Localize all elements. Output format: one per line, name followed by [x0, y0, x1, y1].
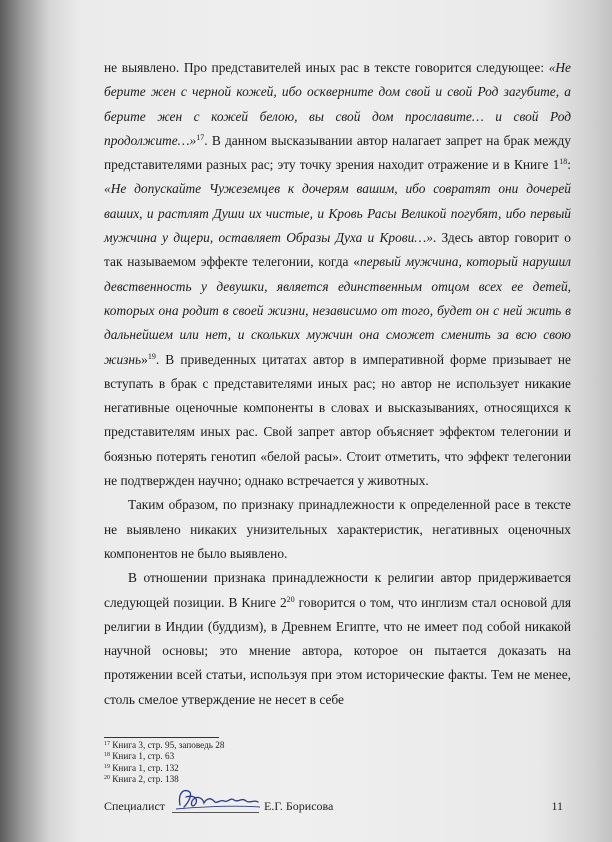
- footnotes: [104, 740, 224, 785]
- footnote-number: 19: [104, 763, 110, 770]
- text-run: . В данном высказывании автор налагает запрет на брак между представителями разных рас; эту точку зрения находит отражение и в Книге 1: [104, 132, 571, 173]
- footnote-text: Книга 2, стр. 138: [112, 773, 179, 784]
- footnote: [104, 763, 224, 774]
- text-run: Таким образом, по признаку принадлежности к определенной расе в тексте не выявлено никаких унизительных характеристик, негативных оценочных компонентов не было выявлено.: [104, 497, 571, 561]
- page-number: 11: [551, 799, 563, 813]
- quotation: «Не берите жен с черной кожей, ибо оскверните дом свой и свой Род загубите, а берите жен с кожей белою, вы свой дом прославите… и свой Род продолжите…»: [104, 60, 571, 148]
- footnote-number: 17: [104, 741, 110, 747]
- text-run: . В приведенных цитатах автор в императивной форме призывает не вступать в брак с представителями иных рас; но автор не использует никакие негативные оценочные компоненты в словах и высказываниях, относящихся к представителям иных рас. Свой запрет автор объясняет эффектом телегонии и боязнью потерять генотип «белой расы». Стоит отметить, что эффект телегонии не подтвержден научно; однако встречается у животных.: [104, 351, 571, 489]
- footnote-ref: 19: [147, 351, 156, 361]
- text-run: »: [141, 351, 148, 367]
- footnote-ref: 18: [559, 157, 568, 167]
- quotation: первый мужчина, который нарушил девственность у девушки, является единственным отцом всех ее детей, которых она родит в своей жизни, независимо от того, будет он с ней жить в дальнейшем или нет, и скольких мужчин она сможет сменить за всю свою жизнь: [104, 254, 572, 367]
- footnote-ref: 20: [286, 594, 295, 604]
- footnote-separator: [104, 737, 219, 738]
- signature-line: [172, 812, 259, 813]
- body-text: [104, 56, 571, 712]
- text-run: :: [567, 157, 571, 173]
- footnote-number: 20: [104, 774, 110, 781]
- specialist-name: Е.Г. Борисова: [264, 799, 334, 813]
- text-run: не выявлено. Про представителей иных рас в тексте говорится следующее:: [104, 60, 549, 75]
- paragraph: [104, 56, 571, 493]
- footnote: [104, 751, 224, 762]
- footnote-number: 18: [104, 752, 110, 759]
- text-run: . Здесь автор говорит о так называемом эффекте телегонии, когда «: [104, 230, 571, 270]
- footnote-text: Книга 1, стр. 63: [112, 751, 175, 762]
- quotation: «Не допускайте Чужеземцев к дочерям вашим, ибо совратят они дочерей ваших, и растлят Души их чистые, и Кровь Расы Великой погубят, ибо первый мужчина у дщери, оставляет Образы Духа и Крови…»: [104, 181, 571, 246]
- paragraph: [104, 493, 571, 566]
- handwritten-signature: [170, 783, 262, 813]
- text-run: говорится о том, что инглизм стал основой для религии в Индии (буддизм), в Древнем Египте, что не имеет под собой никакой научной основы; это мнение автора, которое он пытается доказать на протяжении всей статьи, используя при этом исторические факты. Тем не менее, столь смелое утверждение не несет в себе: [104, 594, 571, 707]
- paragraph: [104, 566, 571, 712]
- footnote-text: Книга 1, стр. 132: [112, 762, 179, 773]
- footnote-ref: 17: [196, 132, 205, 142]
- specialist-label: Специалист: [104, 799, 166, 813]
- footnote-text: Книга 3, стр. 95, заповедь 28: [112, 740, 225, 750]
- text-run: В отношении признака принадлежности к религии автор придерживается следующей позиции. В Книге 2: [104, 570, 571, 610]
- footnote: [104, 740, 224, 751]
- page-footer: [104, 793, 569, 817]
